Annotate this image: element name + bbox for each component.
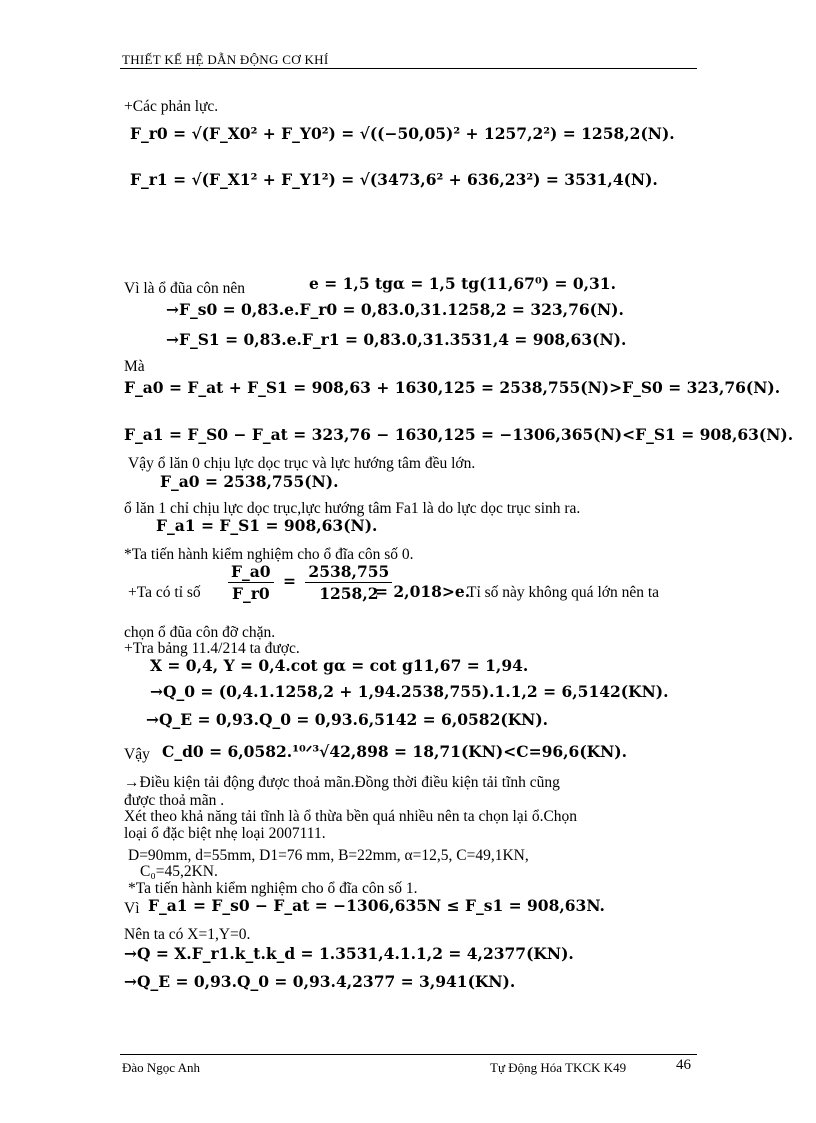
text-line: chọn ổ đũa côn đỡ chặn. <box>124 624 276 641</box>
text-line: +Ta có tỉ số <box>128 584 201 601</box>
equation-cd0: C_d0 = 6,0582.¹⁰ᐟ³√42,898 = 18,71(KN)<C=96,6(KN). <box>162 742 628 761</box>
equation-fa0: F_a0 = F_at + F_S1 = 908,63 + 1630,125 = 2538,755(N)>F_S0 = 323,76(N). <box>124 378 781 397</box>
equation-q: →Q = X.F_r1.k_t.k_d = 1.3531,4.1.1,2 = 4,2377(KN). <box>124 944 574 963</box>
ratio-result: = 2,018>e. <box>375 582 471 601</box>
footer-author: Đào Ngọc Anh <box>122 1060 200 1075</box>
header-rule <box>120 68 697 69</box>
header-title: THIẾT KẾ HỆ DẪN ĐỘNG CƠ KHÍ <box>122 52 329 67</box>
footer-rule <box>120 1054 697 1055</box>
equation-fa1: F_a1 = F_S0 − F_at = 323,76 − 1630,125 = −1306,365(N)<F_S1 = 908,63(N). <box>124 425 794 444</box>
text-line: Tỉ số này không quá lớn nên ta <box>467 584 660 601</box>
fraction-numerator: 2538,755 <box>305 562 392 583</box>
text-line: *Ta tiến hành kiểm nghiệm cho ổ đĩa côn số 1. <box>128 880 418 897</box>
equation-q0: →Q_0 = (0,4.1.1258,2 + 1,94.2538,755).1.1,2 = 6,5142(KN). <box>150 682 669 701</box>
text-line: Xét theo khả năng tải tĩnh là ổ thừa bền quá nhiều nên ta chọn lại ổ.Chọn <box>124 808 578 825</box>
fraction-numerator: F_a0 <box>228 562 274 583</box>
fraction-denominator: 1258,2 <box>319 584 379 603</box>
footer-course: Tự Động Hóa TKCK K49 <box>490 1060 627 1075</box>
equation-xy: X = 0,4, Y = 0,4.cot gα = cot g11,67 = 1,94. <box>150 656 529 675</box>
fraction-denominator: F_r0 <box>231 584 270 603</box>
equation-fa1-value: F_a1 = F_S1 = 908,63(N). <box>156 516 378 535</box>
text-line: Vì là ổ đũa côn nên <box>124 280 245 297</box>
text-line: được thoả mãn . <box>124 792 225 809</box>
equation-fr0: F_r0 = √(F_X0² + F_Y0²) = √((−50,05)² + 1257,2²) = 1258,2(N). <box>130 124 675 143</box>
text-line: D=90mm, d=55mm, D1=76 mm, B=22mm, α=12,5, C=49,1KN, <box>128 847 529 864</box>
text-line: +Các phản lực. <box>124 98 219 115</box>
text-line: *Ta tiến hành kiểm nghiệm cho ổ đĩa côn số 0. <box>124 546 414 563</box>
text-line: Vậy ổ lăn 0 chịu lực dọc trục và lực hướng tâm đều lớn. <box>128 455 476 472</box>
page-number: 46 <box>676 1057 691 1073</box>
text-line: Vậy <box>124 746 150 763</box>
text-line: Vì <box>124 900 140 917</box>
ratio-fraction: $\frac{F\_a0}{F\_r0}$ = $\frac{2538,755}{1258,2}$ <box>224 562 396 603</box>
text-line: ổ lăn 1 chỉ chịu lực dọc trục,lực hướng tâm Fa1 là do lực dọc trục sinh ra. <box>124 500 581 517</box>
equation-fr1: F_r1 = √(F_X1² + F_Y1²) = √(3473,6² + 636,23²) = 3531,4(N). <box>130 170 658 189</box>
equation-qe-2: →Q_E = 0,93.Q_0 = 0,93.4,2377 = 3,941(KN). <box>124 972 516 991</box>
text-line: Mà <box>124 358 145 375</box>
equation-fs1: →F_S1 = 0,83.e.F_r1 = 0,83.0,31.3531,4 = 908,63(N). <box>166 330 627 349</box>
text-line: →Điều kiện tải động được thoả mãn.Đồng thời điều kiện tải tĩnh cũng <box>124 774 560 791</box>
equation-e: e = 1,5 tgα = 1,5 tg(11,67⁰) = 0,31. <box>309 274 616 293</box>
equation-fs0: →F_s0 = 0,83.e.F_r0 = 0,83.0,31.1258,2 = 323,76(N). <box>166 300 624 319</box>
equation-qe: →Q_E = 0,93.Q_0 = 0,93.6,5142 = 6,0582(KN). <box>146 710 549 729</box>
text-line: loại ổ đặc biệt nhẹ loại 2007111. <box>124 825 326 842</box>
equation-fa1-check: F_a1 = F_s0 − F_at = −1306,635N ≤ F_s1 = 908,63N. <box>148 896 605 915</box>
text-line: Nên ta có X=1,Y=0. <box>124 926 251 943</box>
text-line: +Tra bảng 11.4/214 ta được. <box>124 640 300 657</box>
equation-fa0-value: F_a0 = 2538,755(N). <box>160 472 339 491</box>
text-line: C₀=45,2KN. <box>140 863 218 880</box>
